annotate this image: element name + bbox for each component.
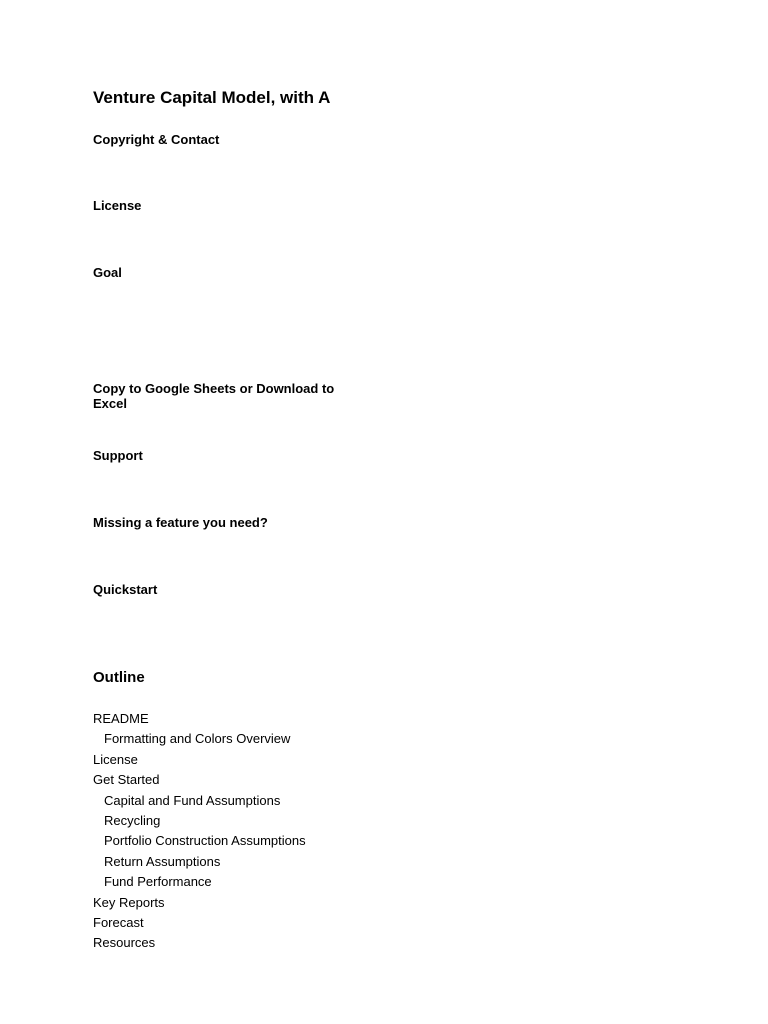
outline-item-resources[interactable]: Resources [93,935,156,951]
section-heading-license: License [93,198,142,213]
outline-item-key-reports[interactable]: Key Reports [93,894,165,910]
outline-heading: Outline [93,669,145,686]
outline-item-forecast[interactable]: Forecast [93,914,144,930]
outline-item-return-assumptions[interactable]: Return Assumptions [104,853,221,869]
outline-item-formatting-colors[interactable]: Formatting and Colors Overview [104,731,291,747]
section-heading-copy-download: Copy to Google Sheets or Download to Excel [93,381,335,411]
section-heading-goal: Goal [93,265,122,280]
section-heading-quickstart: Quickstart [93,582,158,597]
section-heading-copyright: Copyright & Contact [93,132,220,147]
outline-item-fund-performance[interactable]: Fund Performance [104,874,212,890]
outline-item-license[interactable]: License [93,751,138,767]
outline-item-get-started[interactable]: Get Started [93,772,160,788]
section-heading-missing-feature: Missing a feature you need? [93,515,268,530]
outline-list [93,709,306,954]
outline-item-recycling[interactable]: Recycling [104,812,161,828]
section-heading-support: Support [93,448,143,463]
outline-item-readme[interactable]: README [93,711,149,726]
outline-item-portfolio-construction[interactable]: Portfolio Construction Assumptions [104,833,306,849]
document-title: Venture Capital Model, with A [93,88,331,107]
readme-sheet [93,0,337,1024]
outline-item-capital-fund[interactable]: Capital and Fund Assumptions [104,792,281,808]
